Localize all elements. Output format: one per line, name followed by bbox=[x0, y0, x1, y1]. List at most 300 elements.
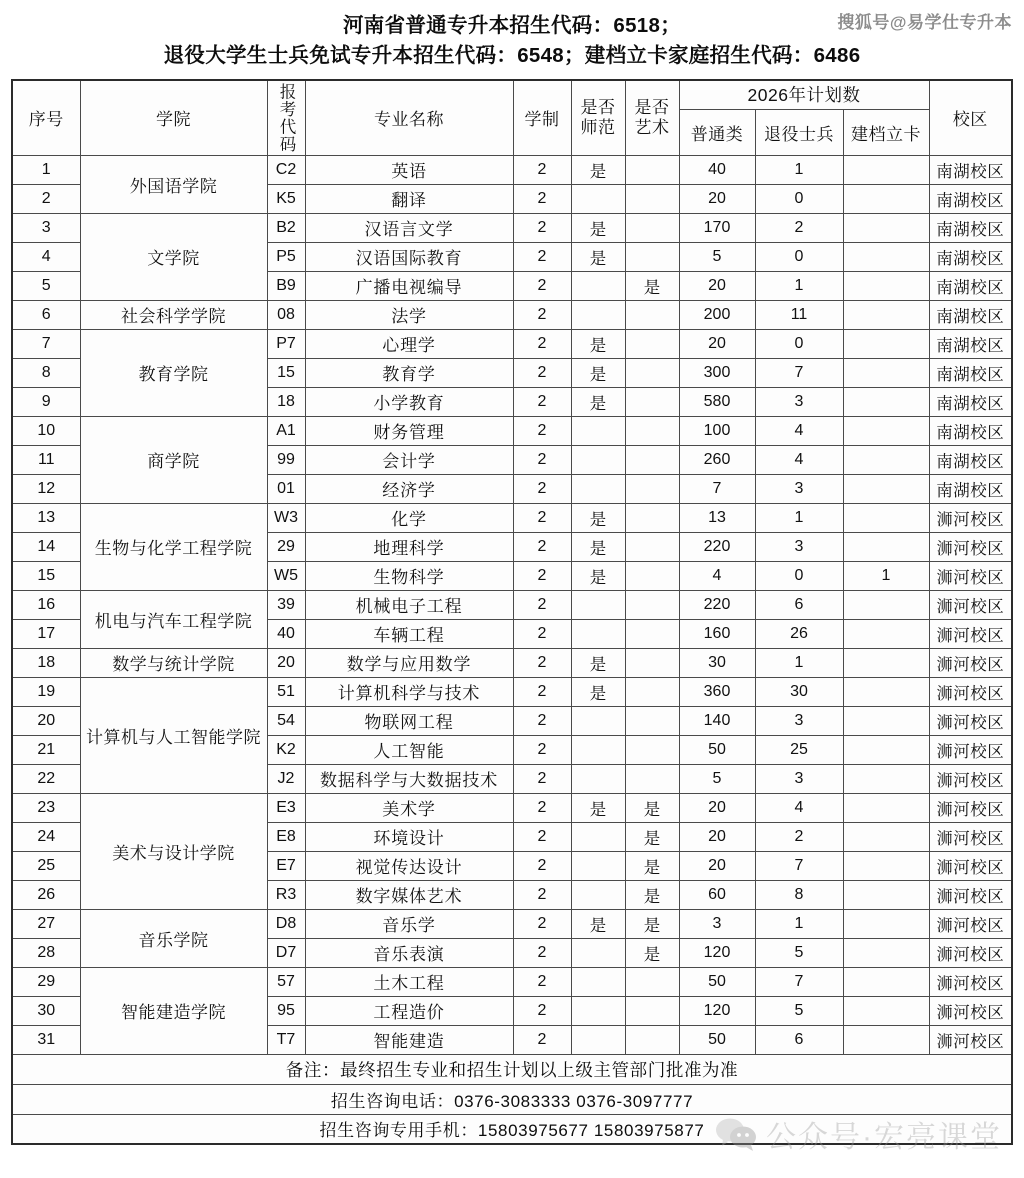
row-plan-veteran: 4 bbox=[755, 416, 843, 445]
row-plan-veteran: 25 bbox=[755, 735, 843, 764]
row-is-art bbox=[625, 387, 679, 416]
row-plan-poverty bbox=[843, 271, 929, 300]
row-exam-code: P7 bbox=[267, 329, 305, 358]
row-plan-poverty bbox=[843, 242, 929, 271]
row-campus: 浉河校区 bbox=[929, 619, 1012, 648]
row-major: 智能建造 bbox=[305, 1025, 513, 1054]
row-years: 2 bbox=[513, 329, 571, 358]
row-major: 生物科学 bbox=[305, 561, 513, 590]
row-plan-general: 13 bbox=[679, 503, 755, 532]
row-plan-veteran: 5 bbox=[755, 938, 843, 967]
row-seq: 7 bbox=[12, 329, 80, 358]
row-years: 2 bbox=[513, 358, 571, 387]
row-years: 2 bbox=[513, 416, 571, 445]
row-is-normal: 是 bbox=[571, 242, 625, 271]
row-is-normal: 是 bbox=[571, 561, 625, 590]
row-major: 财务管理 bbox=[305, 416, 513, 445]
row-plan-poverty bbox=[843, 764, 929, 793]
row-campus: 浉河校区 bbox=[929, 677, 1012, 706]
row-plan-poverty bbox=[843, 387, 929, 416]
row-plan-general: 30 bbox=[679, 648, 755, 677]
row-exam-code: 95 bbox=[267, 996, 305, 1025]
row-seq: 13 bbox=[12, 503, 80, 532]
row-exam-code: K2 bbox=[267, 735, 305, 764]
row-plan-general: 5 bbox=[679, 764, 755, 793]
row-major: 音乐学 bbox=[305, 909, 513, 938]
row-campus: 浉河校区 bbox=[929, 503, 1012, 532]
row-is-normal bbox=[571, 706, 625, 735]
row-is-art bbox=[625, 358, 679, 387]
row-is-art: 是 bbox=[625, 938, 679, 967]
row-years: 2 bbox=[513, 909, 571, 938]
row-is-art bbox=[625, 764, 679, 793]
row-seq: 23 bbox=[12, 793, 80, 822]
row-seq: 14 bbox=[12, 532, 80, 561]
row-major: 机械电子工程 bbox=[305, 590, 513, 619]
sohu-watermark: 搜狐号@易学仕专升本 bbox=[837, 13, 1012, 32]
row-exam-code: E7 bbox=[267, 851, 305, 880]
row-is-normal: 是 bbox=[571, 503, 625, 532]
row-major: 翻译 bbox=[305, 184, 513, 213]
row-exam-code: 15 bbox=[267, 358, 305, 387]
row-years: 2 bbox=[513, 242, 571, 271]
row-is-normal: 是 bbox=[571, 909, 625, 938]
row-seq: 22 bbox=[12, 764, 80, 793]
row-seq: 6 bbox=[12, 300, 80, 329]
row-exam-code: R3 bbox=[267, 880, 305, 909]
header-college: 学院 bbox=[80, 80, 267, 155]
row-campus: 浉河校区 bbox=[929, 764, 1012, 793]
row-is-art bbox=[625, 648, 679, 677]
table-row bbox=[12, 329, 1012, 358]
row-plan-general: 60 bbox=[679, 880, 755, 909]
row-campus: 浉河校区 bbox=[929, 996, 1012, 1025]
row-is-art bbox=[625, 416, 679, 445]
table-row bbox=[12, 677, 1012, 706]
row-plan-poverty bbox=[843, 1025, 929, 1054]
row-seq: 4 bbox=[12, 242, 80, 271]
row-college: 商学院 bbox=[80, 416, 267, 503]
row-seq: 30 bbox=[12, 996, 80, 1025]
row-seq: 16 bbox=[12, 590, 80, 619]
row-exam-code: A1 bbox=[267, 416, 305, 445]
row-campus: 南湖校区 bbox=[929, 474, 1012, 503]
row-is-normal: 是 bbox=[571, 648, 625, 677]
row-plan-poverty bbox=[843, 619, 929, 648]
row-is-normal: 是 bbox=[571, 213, 625, 242]
row-is-normal bbox=[571, 445, 625, 474]
row-is-normal bbox=[571, 300, 625, 329]
row-plan-poverty bbox=[843, 851, 929, 880]
row-campus: 南湖校区 bbox=[929, 300, 1012, 329]
row-campus: 南湖校区 bbox=[929, 184, 1012, 213]
row-years: 2 bbox=[513, 184, 571, 213]
row-exam-code: D8 bbox=[267, 909, 305, 938]
footer-note-row bbox=[12, 1054, 1012, 1084]
row-plan-general: 5 bbox=[679, 242, 755, 271]
row-years: 2 bbox=[513, 764, 571, 793]
row-major: 数字媒体艺术 bbox=[305, 880, 513, 909]
table-footer bbox=[12, 1054, 1012, 1144]
row-campus: 南湖校区 bbox=[929, 329, 1012, 358]
row-major: 车辆工程 bbox=[305, 619, 513, 648]
row-major: 人工智能 bbox=[305, 735, 513, 764]
row-seq: 29 bbox=[12, 967, 80, 996]
row-plan-general: 50 bbox=[679, 967, 755, 996]
header-is-art: 是否 艺术 bbox=[625, 80, 679, 155]
row-is-normal bbox=[571, 967, 625, 996]
row-is-art bbox=[625, 561, 679, 590]
row-seq: 18 bbox=[12, 648, 80, 677]
row-plan-poverty bbox=[843, 648, 929, 677]
row-is-art bbox=[625, 532, 679, 561]
row-college: 音乐学院 bbox=[80, 909, 267, 967]
footer-note: 备注：最终招生专业和招生计划以上级主管部门批准为准 bbox=[12, 1054, 1012, 1084]
table-row bbox=[12, 503, 1012, 532]
row-years: 2 bbox=[513, 822, 571, 851]
row-is-art bbox=[625, 474, 679, 503]
row-seq: 20 bbox=[12, 706, 80, 735]
row-college: 社会科学学院 bbox=[80, 300, 267, 329]
row-is-normal: 是 bbox=[571, 387, 625, 416]
row-years: 2 bbox=[513, 996, 571, 1025]
row-campus: 南湖校区 bbox=[929, 271, 1012, 300]
row-plan-veteran: 3 bbox=[755, 764, 843, 793]
row-is-normal bbox=[571, 619, 625, 648]
row-is-art bbox=[625, 329, 679, 358]
table-row bbox=[12, 967, 1012, 996]
row-is-normal bbox=[571, 1025, 625, 1054]
row-plan-poverty bbox=[843, 706, 929, 735]
row-campus: 浉河校区 bbox=[929, 532, 1012, 561]
row-is-normal bbox=[571, 764, 625, 793]
row-major: 英语 bbox=[305, 155, 513, 184]
row-campus: 南湖校区 bbox=[929, 213, 1012, 242]
row-exam-code: 20 bbox=[267, 648, 305, 677]
row-plan-veteran: 6 bbox=[755, 1025, 843, 1054]
row-plan-veteran: 6 bbox=[755, 590, 843, 619]
row-plan-general: 100 bbox=[679, 416, 755, 445]
row-is-art bbox=[625, 967, 679, 996]
row-major: 数据科学与大数据技术 bbox=[305, 764, 513, 793]
row-is-normal: 是 bbox=[571, 329, 625, 358]
row-is-art: 是 bbox=[625, 909, 679, 938]
row-is-art bbox=[625, 213, 679, 242]
row-years: 2 bbox=[513, 300, 571, 329]
row-plan-poverty bbox=[843, 938, 929, 967]
row-campus: 浉河校区 bbox=[929, 1025, 1012, 1054]
row-plan-general: 140 bbox=[679, 706, 755, 735]
header-campus: 校区 bbox=[929, 80, 1012, 155]
row-plan-poverty bbox=[843, 880, 929, 909]
row-campus: 浉河校区 bbox=[929, 851, 1012, 880]
row-years: 2 bbox=[513, 213, 571, 242]
row-seq: 27 bbox=[12, 909, 80, 938]
row-seq: 1 bbox=[12, 155, 80, 184]
row-exam-code: 54 bbox=[267, 706, 305, 735]
row-is-art: 是 bbox=[625, 271, 679, 300]
row-is-art bbox=[625, 706, 679, 735]
row-exam-code: 40 bbox=[267, 619, 305, 648]
row-is-normal bbox=[571, 996, 625, 1025]
row-campus: 南湖校区 bbox=[929, 387, 1012, 416]
table-row bbox=[12, 300, 1012, 329]
row-plan-poverty bbox=[843, 503, 929, 532]
row-campus: 南湖校区 bbox=[929, 416, 1012, 445]
row-years: 2 bbox=[513, 271, 571, 300]
row-plan-general: 220 bbox=[679, 532, 755, 561]
row-campus: 浉河校区 bbox=[929, 880, 1012, 909]
row-plan-general: 20 bbox=[679, 329, 755, 358]
row-plan-general: 20 bbox=[679, 822, 755, 851]
header-plan-poverty: 建档立卡 bbox=[843, 109, 929, 155]
row-seq: 17 bbox=[12, 619, 80, 648]
row-plan-general: 7 bbox=[679, 474, 755, 503]
row-years: 2 bbox=[513, 677, 571, 706]
row-major: 环境设计 bbox=[305, 822, 513, 851]
row-is-art: 是 bbox=[625, 851, 679, 880]
row-exam-code: D7 bbox=[267, 938, 305, 967]
header-plan-group: 2026年计划数 bbox=[679, 80, 929, 109]
row-years: 2 bbox=[513, 938, 571, 967]
row-exam-code: T7 bbox=[267, 1025, 305, 1054]
row-is-normal: 是 bbox=[571, 532, 625, 561]
row-plan-poverty bbox=[843, 184, 929, 213]
row-exam-code: 99 bbox=[267, 445, 305, 474]
row-campus: 浉河校区 bbox=[929, 967, 1012, 996]
row-is-normal bbox=[571, 474, 625, 503]
row-plan-veteran: 3 bbox=[755, 532, 843, 561]
row-is-art bbox=[625, 503, 679, 532]
header-is-normal: 是否 师范 bbox=[571, 80, 625, 155]
row-plan-poverty bbox=[843, 735, 929, 764]
row-years: 2 bbox=[513, 880, 571, 909]
row-is-art bbox=[625, 619, 679, 648]
row-plan-poverty bbox=[843, 793, 929, 822]
row-years: 2 bbox=[513, 532, 571, 561]
row-years: 2 bbox=[513, 387, 571, 416]
row-major: 小学教育 bbox=[305, 387, 513, 416]
row-is-art bbox=[625, 300, 679, 329]
row-seq: 25 bbox=[12, 851, 80, 880]
row-exam-code: 18 bbox=[267, 387, 305, 416]
row-years: 2 bbox=[513, 619, 571, 648]
row-is-art bbox=[625, 735, 679, 764]
row-plan-veteran: 0 bbox=[755, 242, 843, 271]
row-is-normal: 是 bbox=[571, 677, 625, 706]
row-campus: 浉河校区 bbox=[929, 561, 1012, 590]
footer-mobile-row bbox=[12, 1114, 1012, 1144]
row-major: 美术学 bbox=[305, 793, 513, 822]
row-college: 智能建造学院 bbox=[80, 967, 267, 1054]
header-plan-veteran: 退役士兵 bbox=[755, 109, 843, 155]
table-header bbox=[12, 80, 1012, 155]
row-plan-poverty bbox=[843, 909, 929, 938]
row-plan-general: 580 bbox=[679, 387, 755, 416]
page-title-line-1: 河南省普通专升本招生代码：6518； bbox=[342, 14, 681, 37]
row-exam-code: W5 bbox=[267, 561, 305, 590]
row-years: 2 bbox=[513, 445, 571, 474]
row-is-art: 是 bbox=[625, 880, 679, 909]
row-is-normal bbox=[571, 851, 625, 880]
row-years: 2 bbox=[513, 851, 571, 880]
row-major: 法学 bbox=[305, 300, 513, 329]
row-major: 数学与应用数学 bbox=[305, 648, 513, 677]
row-plan-poverty bbox=[843, 213, 929, 242]
row-plan-veteran: 3 bbox=[755, 474, 843, 503]
row-campus: 南湖校区 bbox=[929, 155, 1012, 184]
row-plan-poverty bbox=[843, 358, 929, 387]
row-plan-veteran: 5 bbox=[755, 996, 843, 1025]
row-is-normal bbox=[571, 416, 625, 445]
row-plan-poverty bbox=[843, 300, 929, 329]
row-college: 美术与设计学院 bbox=[80, 793, 267, 909]
row-seq: 3 bbox=[12, 213, 80, 242]
row-exam-code: 08 bbox=[267, 300, 305, 329]
row-plan-veteran: 7 bbox=[755, 851, 843, 880]
row-is-art bbox=[625, 242, 679, 271]
row-is-normal bbox=[571, 880, 625, 909]
row-plan-poverty bbox=[843, 474, 929, 503]
row-plan-veteran: 4 bbox=[755, 793, 843, 822]
row-plan-general: 120 bbox=[679, 996, 755, 1025]
row-major: 会计学 bbox=[305, 445, 513, 474]
row-seq: 15 bbox=[12, 561, 80, 590]
header-years: 学制 bbox=[513, 80, 571, 155]
row-exam-code: B9 bbox=[267, 271, 305, 300]
row-seq: 2 bbox=[12, 184, 80, 213]
row-plan-general: 50 bbox=[679, 1025, 755, 1054]
row-college: 文学院 bbox=[80, 213, 267, 300]
row-is-normal: 是 bbox=[571, 793, 625, 822]
row-seq: 5 bbox=[12, 271, 80, 300]
table-row bbox=[12, 213, 1012, 242]
row-is-art bbox=[625, 590, 679, 619]
row-years: 2 bbox=[513, 967, 571, 996]
row-plan-veteran: 8 bbox=[755, 880, 843, 909]
row-campus: 浉河校区 bbox=[929, 735, 1012, 764]
row-campus: 南湖校区 bbox=[929, 242, 1012, 271]
row-seq: 28 bbox=[12, 938, 80, 967]
row-exam-code: P5 bbox=[267, 242, 305, 271]
header-seq: 序号 bbox=[12, 80, 80, 155]
row-exam-code: C2 bbox=[267, 155, 305, 184]
page-title-line-2: 退役大学生士兵免试专升本招生代码：6548；建档立卡家庭招生代码：6486 bbox=[163, 44, 861, 67]
row-is-normal: 是 bbox=[571, 155, 625, 184]
row-campus: 浉河校区 bbox=[929, 822, 1012, 851]
row-major: 汉语言文学 bbox=[305, 213, 513, 242]
table-row bbox=[12, 793, 1012, 822]
row-plan-poverty bbox=[843, 416, 929, 445]
row-plan-veteran: 11 bbox=[755, 300, 843, 329]
row-seq: 11 bbox=[12, 445, 80, 474]
row-plan-veteran: 0 bbox=[755, 329, 843, 358]
row-plan-general: 160 bbox=[679, 619, 755, 648]
row-years: 2 bbox=[513, 503, 571, 532]
row-college: 机电与汽车工程学院 bbox=[80, 590, 267, 648]
table-header-row-1 bbox=[12, 80, 1012, 109]
row-seq: 26 bbox=[12, 880, 80, 909]
row-plan-general: 20 bbox=[679, 271, 755, 300]
row-exam-code: B2 bbox=[267, 213, 305, 242]
row-plan-general: 50 bbox=[679, 735, 755, 764]
row-plan-poverty bbox=[843, 445, 929, 474]
table-row bbox=[12, 155, 1012, 184]
header-exam-code: 报考代码 bbox=[267, 80, 305, 155]
row-college: 外国语学院 bbox=[80, 155, 267, 213]
table-row bbox=[12, 909, 1012, 938]
row-college: 数学与统计学院 bbox=[80, 648, 267, 677]
footer-phone: 招生咨询电话：0376-3083333 0376-3097777 bbox=[12, 1084, 1012, 1114]
row-campus: 浉河校区 bbox=[929, 590, 1012, 619]
row-plan-general: 20 bbox=[679, 184, 755, 213]
row-plan-veteran: 3 bbox=[755, 387, 843, 416]
row-is-art bbox=[625, 445, 679, 474]
row-college: 教育学院 bbox=[80, 329, 267, 416]
row-plan-general: 20 bbox=[679, 793, 755, 822]
row-major: 化学 bbox=[305, 503, 513, 532]
row-plan-veteran: 7 bbox=[755, 358, 843, 387]
row-years: 2 bbox=[513, 706, 571, 735]
row-plan-general: 120 bbox=[679, 938, 755, 967]
table-row bbox=[12, 416, 1012, 445]
row-exam-code: 57 bbox=[267, 967, 305, 996]
row-years: 2 bbox=[513, 474, 571, 503]
row-plan-veteran: 2 bbox=[755, 213, 843, 242]
wechat-watermark-label: 公众号·宏亮课堂 bbox=[766, 1121, 1002, 1154]
row-major: 心理学 bbox=[305, 329, 513, 358]
row-plan-general: 170 bbox=[679, 213, 755, 242]
row-plan-veteran: 4 bbox=[755, 445, 843, 474]
row-is-art: 是 bbox=[625, 822, 679, 851]
row-is-art: 是 bbox=[625, 793, 679, 822]
row-plan-veteran: 3 bbox=[755, 706, 843, 735]
row-plan-veteran: 1 bbox=[755, 503, 843, 532]
row-plan-veteran: 26 bbox=[755, 619, 843, 648]
row-is-art bbox=[625, 155, 679, 184]
row-exam-code: 01 bbox=[267, 474, 305, 503]
row-is-normal bbox=[571, 938, 625, 967]
row-years: 2 bbox=[513, 1025, 571, 1054]
header-plan-general: 普通类 bbox=[679, 109, 755, 155]
row-years: 2 bbox=[513, 590, 571, 619]
row-years: 2 bbox=[513, 561, 571, 590]
header-major: 专业名称 bbox=[305, 80, 513, 155]
row-campus: 南湖校区 bbox=[929, 445, 1012, 474]
table-body bbox=[12, 155, 1012, 1054]
row-major: 教育学 bbox=[305, 358, 513, 387]
row-plan-poverty bbox=[843, 532, 929, 561]
row-college: 计算机与人工智能学院 bbox=[80, 677, 267, 793]
footer-phone-row bbox=[12, 1084, 1012, 1114]
row-campus: 浉河校区 bbox=[929, 793, 1012, 822]
row-major: 物联网工程 bbox=[305, 706, 513, 735]
row-college: 生物与化学工程学院 bbox=[80, 503, 267, 590]
row-plan-general: 40 bbox=[679, 155, 755, 184]
row-exam-code: 51 bbox=[267, 677, 305, 706]
row-campus: 南湖校区 bbox=[929, 358, 1012, 387]
row-exam-code: J2 bbox=[267, 764, 305, 793]
footer-mobile: 招生咨询专用手机：15803975677 15803975877 bbox=[12, 1114, 1012, 1144]
row-campus: 浉河校区 bbox=[929, 706, 1012, 735]
row-plan-veteran: 1 bbox=[755, 155, 843, 184]
row-plan-general: 260 bbox=[679, 445, 755, 474]
table-row bbox=[12, 590, 1012, 619]
row-plan-veteran: 0 bbox=[755, 561, 843, 590]
row-plan-poverty bbox=[843, 677, 929, 706]
row-is-normal: 是 bbox=[571, 358, 625, 387]
row-plan-veteran: 30 bbox=[755, 677, 843, 706]
